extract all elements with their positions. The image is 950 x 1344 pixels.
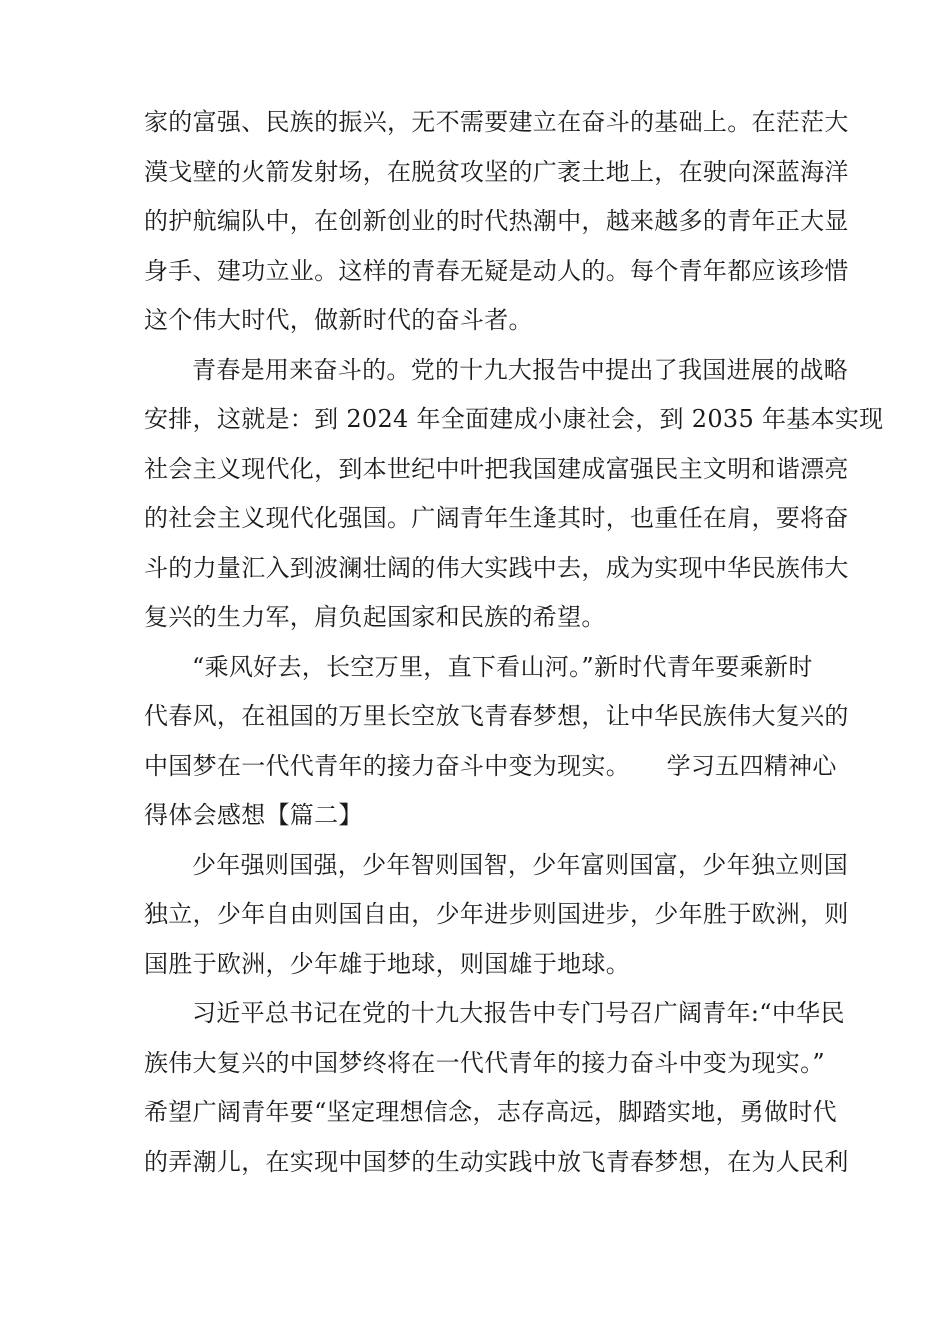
text-line: 家的富强、民族的振兴，无不需要建立在奋斗的基础上。在茫茫大: [144, 108, 849, 136]
text-line: 社会主义现代化，到本世纪中叶把我国建成富强民主文明和谐漂亮: [144, 454, 849, 483]
document-page: [144, 98, 884, 1187]
text-line: 安排，这就是：到 2024 年全面建成小康社会，到 2035 年基本实现: [144, 405, 884, 433]
text-line: 希望广阔青年要“坚定理想信念，志存高远，脚踏实地，勇做时代: [144, 1098, 837, 1126]
text-line: 习近平总书记在党的十九大报告中专门号召广阔青年:“中华民: [192, 999, 845, 1027]
text-line: 的社会主义现代化强国。广阔青年生逢其时，也重任在肩，要将奋: [144, 504, 849, 532]
text-line: 复兴的生力军，肩负起国家和民族的希望。: [144, 603, 606, 631]
text-line: 少年强则国强，少年智则国智，少年富则国富，少年独立则国: [192, 850, 849, 879]
text-line: 斗的力量汇入到波澜壮阔的伟大实践中去，成为实现中华民族伟大: [144, 553, 849, 582]
text-line: 代春风，在祖国的万里长空放飞青春梦想，让中华民族伟大复兴的: [144, 702, 849, 730]
text-line: 漠戈壁的火箭发射场，在脱贫攻坚的广袤土地上，在驶向深蓝海洋: [144, 157, 849, 186]
text-line: 身手、建功立业。这样的青春无疑是动人的。每个青年都应该珍惜: [144, 256, 849, 285]
text-line: 独立，少年自由则国自由，少年进步则国进步，少年胜于欧洲，则: [144, 900, 849, 928]
text-line: 中国梦在一代代青年的接力奋斗中变为现实。 学习五四精神心: [144, 751, 837, 780]
section-heading-line: 得体会感想【篇二】: [144, 801, 363, 829]
text-line: 的护航编队中，在创新创业的时代热潮中，越来越多的青年正大显: [144, 207, 849, 235]
text-line: 这个伟大时代，做新时代的奋斗者。: [144, 306, 533, 334]
text-line: 国胜于欧洲，少年雄于地球，则国雄于地球。: [144, 949, 630, 978]
text-line: 的弄潮儿，在实现中国梦的生动实践中放飞青春梦想，在为人民利: [144, 1147, 849, 1176]
text-line: “乘风好去，长空万里，直下看山河。”新时代青年要乘新时: [192, 652, 813, 681]
text-line: 青春是用来奋斗的。党的十九大报告中提出了我国进展的战略: [192, 355, 849, 384]
text-line: 族伟大复兴的中国梦终将在一代代青年的接力奋斗中变为现实。”: [144, 1048, 825, 1077]
